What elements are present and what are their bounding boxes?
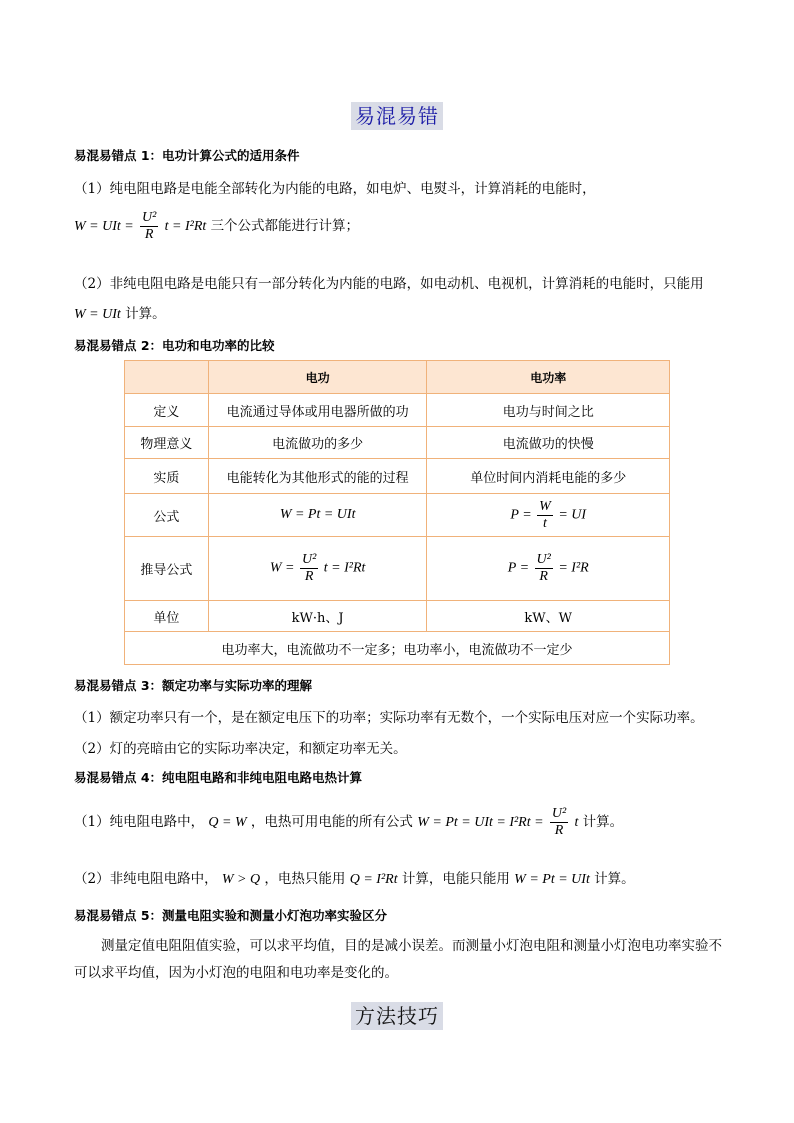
fraction	[537, 499, 553, 532]
denominator: R	[554, 823, 564, 838]
text: （1）纯电阻电路中，	[74, 814, 205, 830]
cell: 电功与时间之比	[427, 394, 670, 427]
point-3-line-1: （1）额定功率只有一个，是在额定电压下的功率；实际功率有无数个，一个实际电压对应一个实际功率。	[74, 710, 704, 726]
fraction	[535, 552, 553, 585]
point-1-heading: 易混易错点 1：电功计算公式的适用条件	[74, 148, 300, 163]
text: ，电热可用电能的所有公式	[250, 814, 413, 830]
table-header-cell: 电功率	[427, 361, 670, 394]
point-4-line-2	[74, 867, 635, 888]
table-header-row	[125, 361, 670, 394]
point-1-line-3: （2）非纯电阻电路是电能只有一部分转化为内能的电路，如电动机、电视机，计算消耗的电能时，只能用	[74, 276, 704, 292]
point-5-paragraph: 测量定值电阻阻值实验，可以求平均值，目的是减小误差。而测量小灯泡电阻和测量小灯泡电功率实验不可以求平均值，因为小灯泡的电阻和电功率是变化的。	[74, 938, 722, 981]
comparison-table	[124, 360, 670, 665]
denominator: t	[543, 515, 547, 531]
cell-formula: W = Pt = UIt	[208, 494, 427, 537]
row-label: 单位	[125, 601, 209, 632]
text: 计算，电能只能用	[401, 871, 510, 887]
text: （2）非纯电阻电路中，	[74, 871, 218, 887]
row-label: 定义	[125, 394, 209, 427]
fraction	[140, 210, 158, 243]
text: 计算。	[594, 871, 635, 887]
point-1-formula-line	[74, 210, 359, 243]
formula: W = UIt	[74, 307, 121, 322]
row-label: 实质	[125, 459, 209, 494]
formula: Q = I²Rt	[349, 872, 398, 887]
table-header-cell	[125, 361, 209, 394]
section-title-confusions	[0, 102, 794, 130]
cell: kW·h、J	[208, 601, 427, 632]
numerator: U²	[536, 552, 551, 567]
table-row	[125, 459, 670, 494]
point-1-line-1: （1）纯电阻电路是电能全部转化为内能的电路，如电炉、电熨斗，计算消耗的电能时，	[74, 181, 596, 197]
formula: W = Pt = UIt = I²Rt =	[417, 815, 544, 830]
formula-part: W =	[269, 560, 295, 576]
point-4-line-1	[74, 806, 623, 839]
section-title-methods	[0, 1002, 794, 1030]
formula: W = UIt =	[74, 219, 134, 234]
cell: 电能转化为其他形式的能的过程	[208, 459, 427, 494]
formula-part: P =	[507, 560, 530, 576]
table-row	[125, 494, 670, 537]
table-row	[125, 537, 670, 601]
cell: 电流通过导体或用电器所做的功	[208, 394, 427, 427]
table-header-cell: 电功	[208, 361, 427, 394]
formula-part: = UI	[558, 507, 587, 523]
point-5-heading: 易混易错点 5：测量电阻实验和测量小灯泡功率实验区分	[74, 908, 388, 923]
table-row	[125, 601, 670, 632]
cell: 单位时间内消耗电能的多少	[427, 459, 670, 494]
formula: W = Pt = UIt	[514, 872, 590, 887]
text: 三个公式都能进行计算；	[210, 218, 360, 234]
row-label: 物理意义	[125, 427, 209, 459]
point-2-heading: 易混易错点 2：电功和电功率的比较	[74, 338, 275, 353]
text: 计算。	[582, 814, 624, 830]
table-footer: 电功率大，电流做功不一定多；电功率小，电流做功不一定少	[125, 632, 670, 665]
cell-formula	[208, 537, 427, 601]
point-1-line-4	[74, 302, 166, 323]
denominator: R	[304, 569, 314, 584]
point-4-heading: 易混易错点 4：纯电阻电路和非纯电阻电路电热计算	[74, 770, 363, 785]
cell-formula	[427, 494, 670, 537]
row-label: 公式	[125, 494, 209, 537]
table-footer-row	[125, 632, 670, 665]
text: ，电热只能用	[264, 871, 346, 887]
numerator: U²	[551, 806, 567, 821]
row-label: 推导公式	[125, 537, 209, 601]
numerator: U²	[301, 552, 317, 567]
cell: kW、W	[427, 601, 670, 632]
numerator: W	[539, 498, 551, 514]
denominator: R	[539, 569, 548, 584]
table-row	[125, 394, 670, 427]
point-3-heading: 易混易错点 3：额定功率与实际功率的理解	[74, 678, 313, 693]
cell: 电流做功的快慢	[427, 427, 670, 459]
formula: Q = W	[208, 815, 247, 830]
title-text: 易混易错	[351, 102, 443, 130]
point-3-line-2: （2）灯的亮暗由它的实际功率决定，和额定功率无关。	[74, 741, 407, 757]
formula-part: t = I²Rt	[323, 560, 366, 576]
denominator: R	[144, 227, 154, 242]
numerator: U²	[142, 210, 157, 225]
formula: W > Q	[221, 872, 261, 887]
fraction	[550, 806, 568, 839]
cell: 电流做功的多少	[208, 427, 427, 459]
formula-part: = I²R	[558, 560, 589, 576]
formula-part: P =	[510, 507, 532, 523]
cell-formula	[427, 537, 670, 601]
fraction	[300, 552, 318, 585]
table-row	[125, 427, 670, 459]
title-text: 方法技巧	[351, 1002, 443, 1030]
formula: t	[574, 815, 579, 830]
text: 计算。	[125, 306, 166, 322]
formula: t = I²Rt	[164, 219, 207, 234]
